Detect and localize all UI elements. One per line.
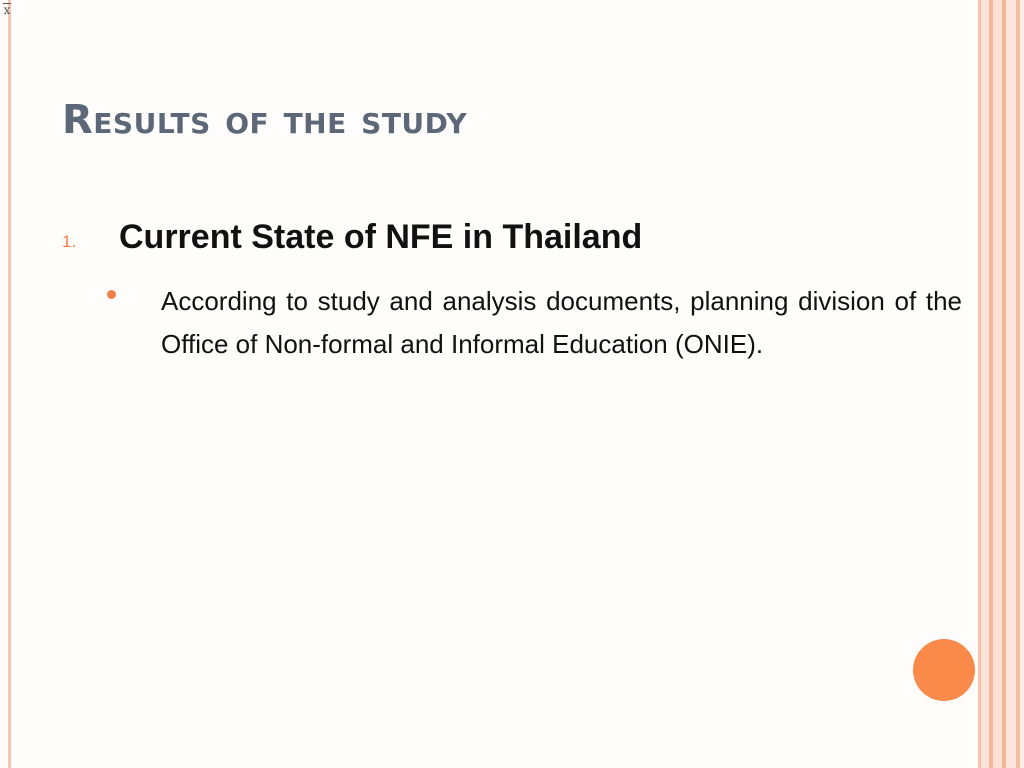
list-item xyxy=(62,214,962,266)
bullet-text: According to study and analysis documents, planning division of the Office of Non-formal and Informal Education (ONIE). xyxy=(161,286,962,359)
right-decor-stripe xyxy=(1006,0,1016,768)
left-border-stripe xyxy=(8,0,11,768)
list-item-heading: Current State of NFE in Thailand xyxy=(119,218,643,256)
bullet-item xyxy=(62,280,962,366)
right-decor-stripe xyxy=(993,0,1002,768)
orange-circle-decoration xyxy=(913,639,975,701)
numbered-list xyxy=(62,214,962,366)
right-decor-stripe xyxy=(981,0,989,768)
close-icon[interactable] xyxy=(1,0,13,20)
slide-title: Results of the study xyxy=(62,97,468,143)
close-icon-label: x xyxy=(3,3,11,17)
list-item-number: 1. xyxy=(62,232,77,251)
right-decor-stripe xyxy=(1020,0,1024,768)
bullet-icon xyxy=(107,290,116,299)
